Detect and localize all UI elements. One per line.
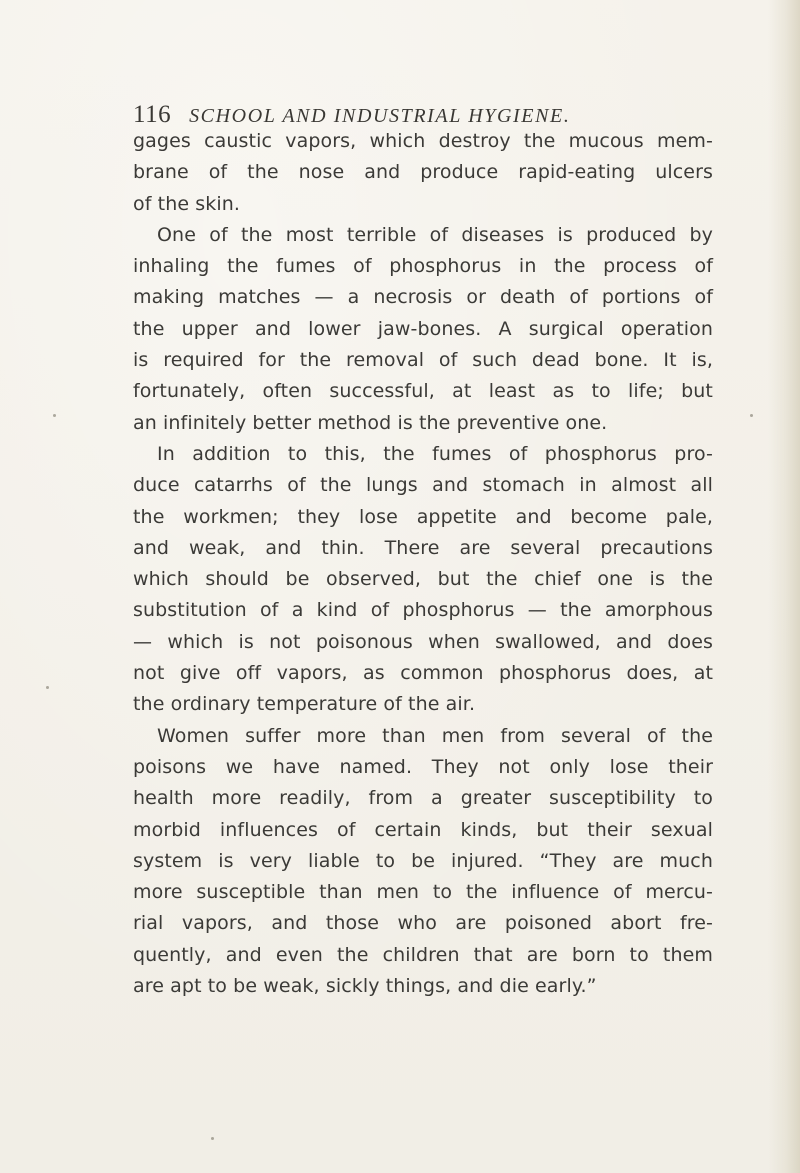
body-text — [133, 126, 713, 1002]
text-line: — which is not poisonous when swallowed, and does — [133, 630, 713, 653]
text-line: In addition to this, the fumes of phosphorus pro- — [157, 442, 713, 465]
text-line: is required for the removal of such dead bone. It is, — [133, 349, 713, 372]
text-line: more susceptible than men to the influence of mercu- — [133, 881, 713, 904]
text-line: the workmen; they lose appetite and become pale, — [133, 505, 713, 528]
text-line: are apt to be weak, sickly things, and die early.” — [133, 975, 597, 998]
page-edge-shadow — [768, 0, 800, 1173]
paper-speck — [53, 414, 56, 417]
paper-speck — [211, 1137, 214, 1140]
text-line: system is very liable to be injured. “They are much — [133, 849, 713, 872]
paper-speck — [46, 686, 49, 689]
text-line: an infinitely better method is the preventive one. — [133, 411, 608, 434]
text-line: duce catarrhs of the lungs and stomach in almost all — [133, 474, 713, 497]
text-line: the upper and lower jaw-bones. A surgical operation — [133, 317, 713, 340]
page-number: 116 — [133, 101, 172, 128]
text-line: which should be observed, but the chief one is the — [133, 568, 713, 591]
text-line: quently, and even the children that are born to them — [133, 943, 713, 966]
text-line: substitution of a kind of phosphorus — the amorphous — [133, 599, 713, 622]
text-line: and weak, and thin. There are several precautions — [133, 536, 713, 559]
text-line: inhaling the fumes of phosphorus in the process of — [133, 255, 713, 278]
paper-speck — [750, 414, 753, 417]
text-line: morbid influences of certain kinds, but their sexual — [133, 818, 713, 841]
text-line: of the skin. — [133, 192, 241, 215]
text-line: health more readily, from a greater susceptibility to — [133, 787, 713, 810]
text-line: brane of the nose and produce rapid-eating ulcers — [133, 161, 713, 184]
running-head: SCHOOL AND INDUSTRIAL HYGIENE. — [189, 105, 571, 127]
text-line: not give off vapors, as common phosphorus does, at — [133, 662, 713, 685]
text-line: rial vapors, and those who are poisoned abort fre- — [133, 912, 713, 935]
text-line: the ordinary temperature of the air. — [133, 693, 476, 716]
text-line: making matches — a necrosis or death of portions of — [133, 286, 713, 309]
text-line: poisons we have named. They not only lose their — [133, 755, 713, 778]
text-line: gages caustic vapors, which destroy the mucous mem- — [133, 130, 713, 152]
text-line: One of the most terrible of diseases is produced by — [157, 223, 713, 246]
text-line: Women suffer more than men from several of the — [157, 724, 713, 747]
text-line: fortunately, often successful, at least as to life; but — [133, 380, 713, 403]
